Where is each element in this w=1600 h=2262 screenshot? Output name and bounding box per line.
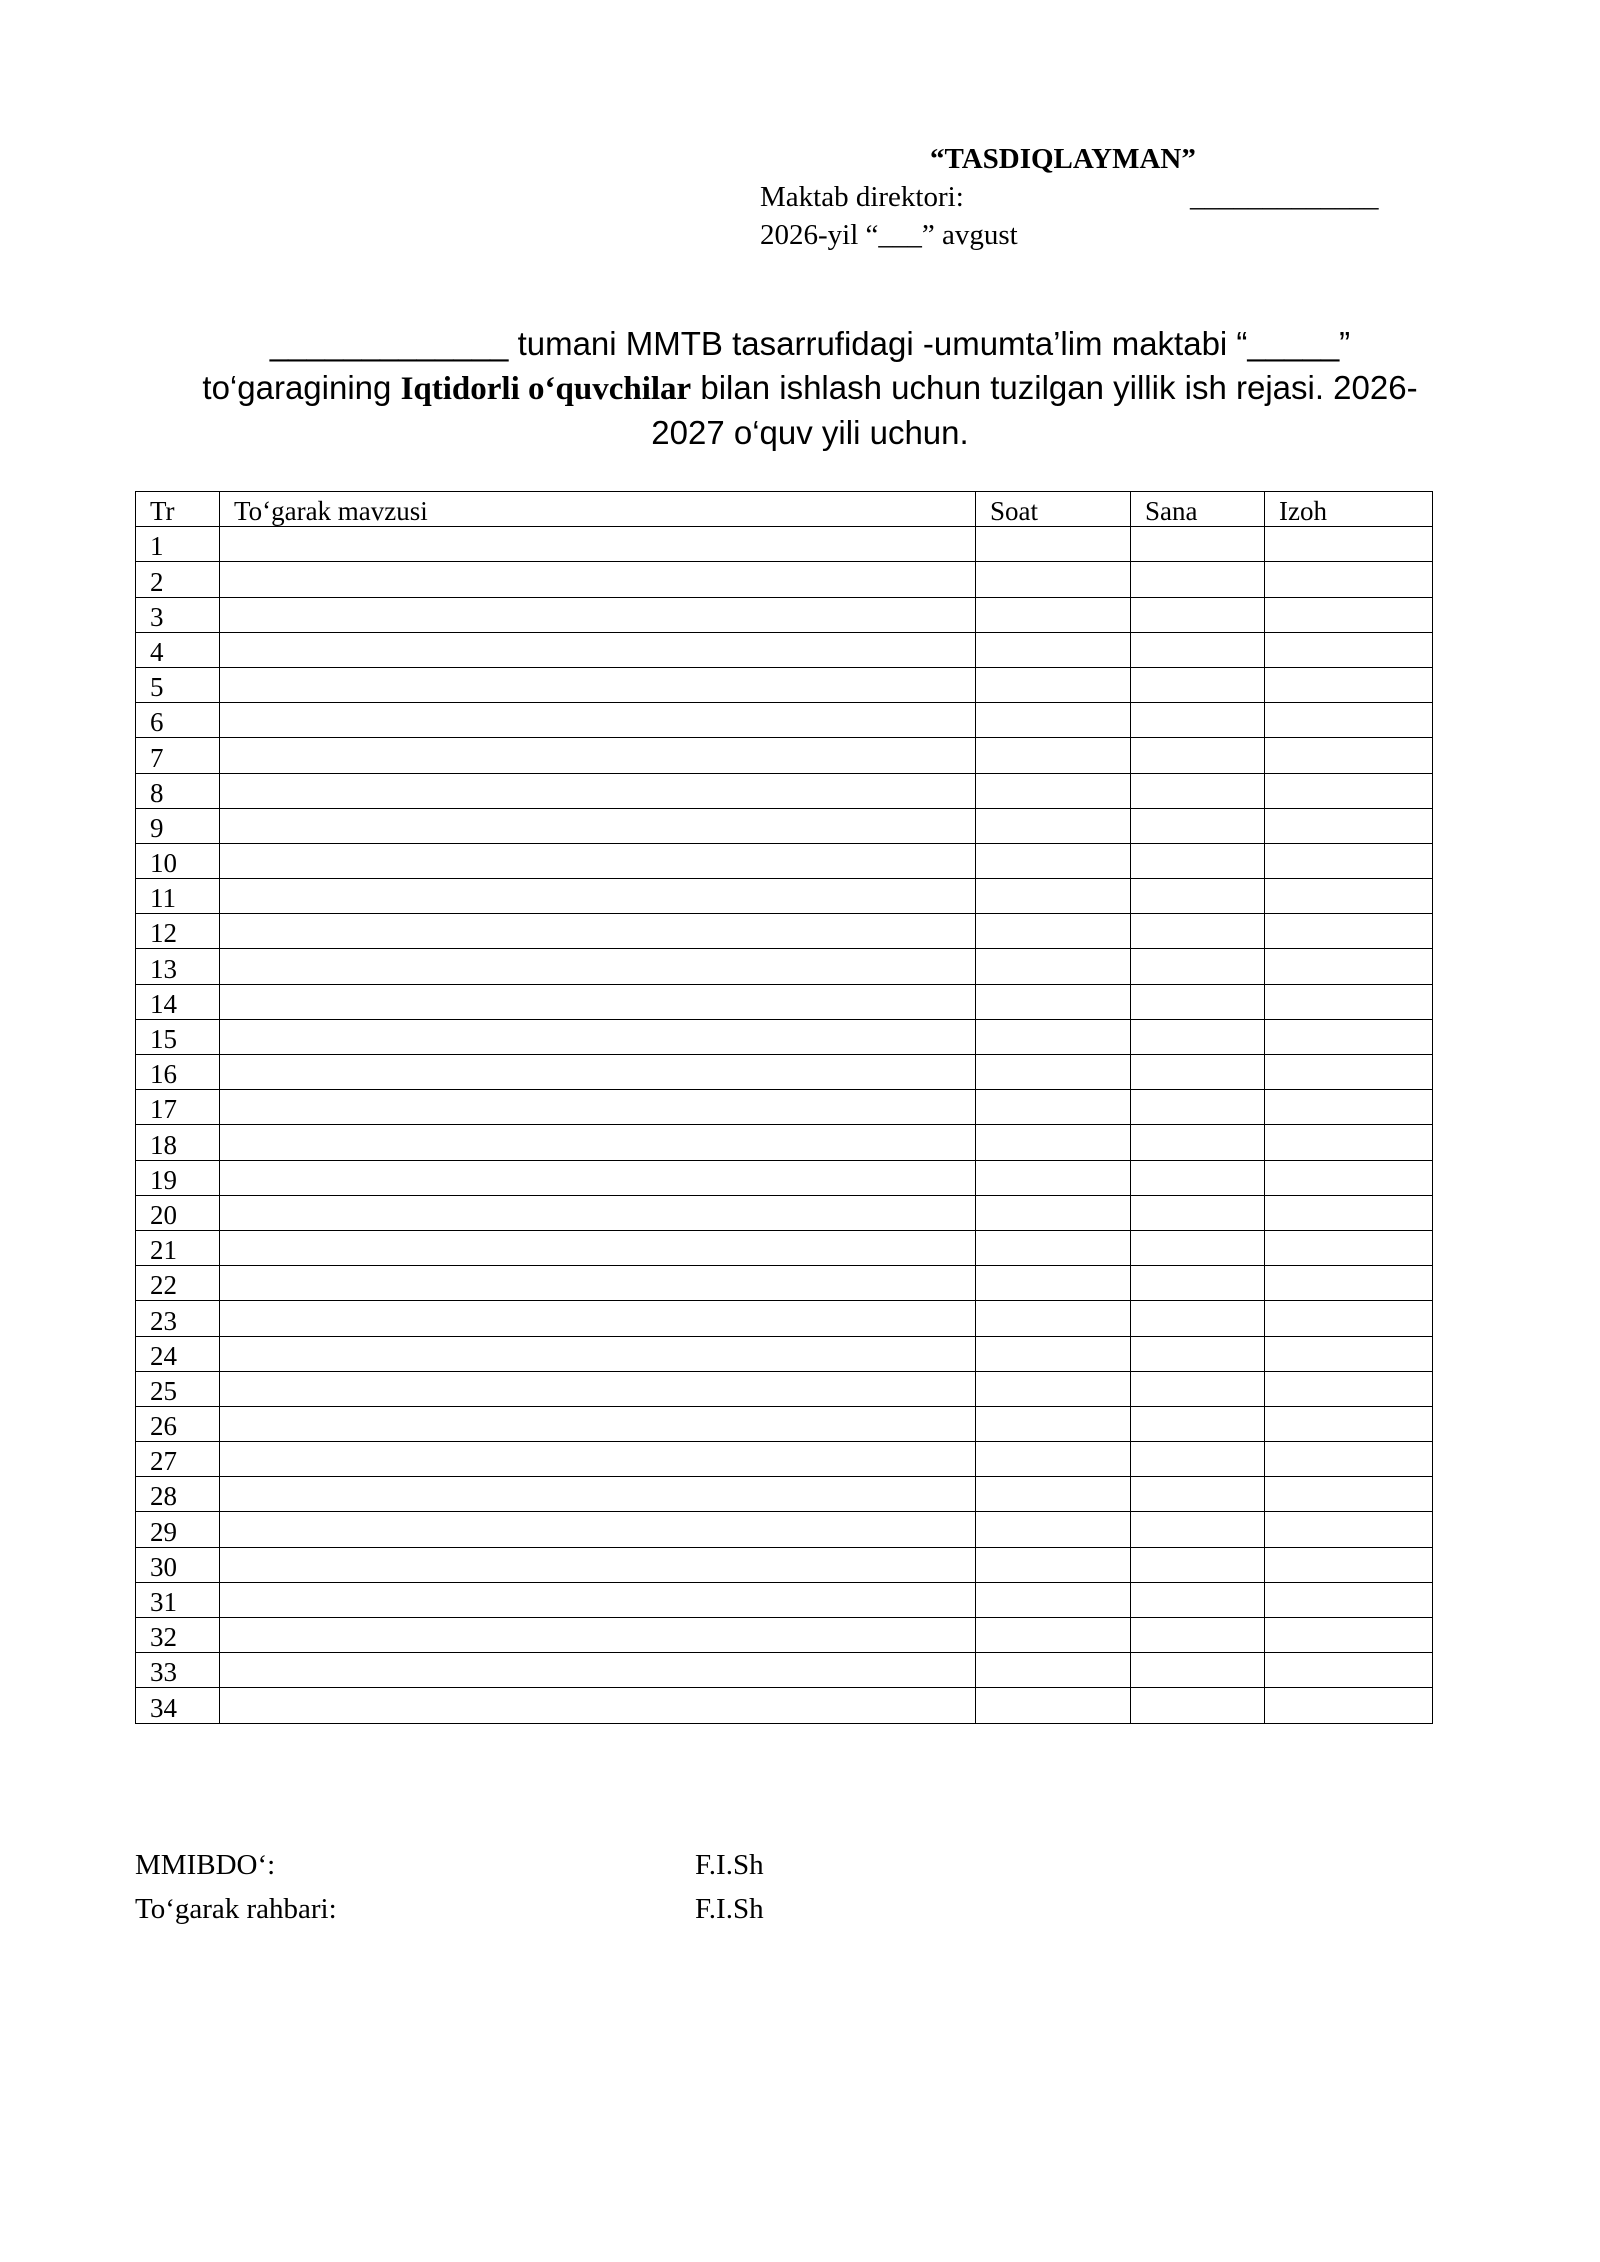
- hours-cell[interactable]: [976, 597, 1131, 632]
- table-row: [136, 562, 1433, 597]
- date-cell[interactable]: [1131, 1477, 1265, 1512]
- hours-cell[interactable]: [976, 1090, 1131, 1125]
- hours-cell[interactable]: [976, 1195, 1131, 1230]
- row-number-cell: 32: [136, 1618, 220, 1653]
- note-cell[interactable]: [1265, 703, 1433, 738]
- topic-cell[interactable]: [220, 667, 976, 702]
- hours-cell[interactable]: [976, 1477, 1131, 1512]
- hours-cell[interactable]: [976, 1336, 1131, 1371]
- hours-cell[interactable]: [976, 1618, 1131, 1653]
- note-cell[interactable]: [1265, 1582, 1433, 1617]
- topic-cell[interactable]: [220, 1406, 976, 1441]
- row-number-cell: 24: [136, 1336, 220, 1371]
- table-row: [136, 879, 1433, 914]
- row-number-cell: 34: [136, 1688, 220, 1723]
- row-number-cell: 8: [136, 773, 220, 808]
- hours-cell[interactable]: [976, 527, 1131, 562]
- table-row: [136, 1055, 1433, 1090]
- date-cell[interactable]: [1131, 1653, 1265, 1688]
- table-row: [136, 1442, 1433, 1477]
- row-number-cell: 21: [136, 1230, 220, 1265]
- table-row: [136, 1230, 1433, 1265]
- note-cell[interactable]: [1265, 1512, 1433, 1547]
- row-number-cell: 2: [136, 562, 220, 597]
- note-cell[interactable]: [1265, 1406, 1433, 1441]
- topic-cell[interactable]: [220, 1019, 976, 1054]
- approval-block: [760, 140, 1400, 254]
- hours-cell[interactable]: [976, 738, 1131, 773]
- heading-line-2-before: to‘garagining: [202, 369, 401, 406]
- date-cell[interactable]: [1131, 1547, 1265, 1582]
- row-number-cell: 14: [136, 984, 220, 1019]
- signature-line-mmibdo: [135, 1843, 1035, 1887]
- note-cell[interactable]: [1265, 562, 1433, 597]
- row-number-cell: 19: [136, 1160, 220, 1195]
- row-number-cell: 31: [136, 1582, 220, 1617]
- row-number-cell: 4: [136, 632, 220, 667]
- topic-cell[interactable]: [220, 1266, 976, 1301]
- row-number-cell: 26: [136, 1406, 220, 1441]
- topic-cell[interactable]: [220, 527, 976, 562]
- topic-cell[interactable]: [220, 1301, 976, 1336]
- note-cell[interactable]: [1265, 667, 1433, 702]
- row-number-cell: 29: [136, 1512, 220, 1547]
- topic-cell[interactable]: [220, 773, 976, 808]
- table-row: [136, 1019, 1433, 1054]
- table-row: [136, 949, 1433, 984]
- hours-cell[interactable]: [976, 1406, 1131, 1441]
- director-signature-blank: _____________: [1190, 181, 1379, 213]
- signature-name: F.I.Sh: [695, 1893, 764, 1925]
- topic-cell[interactable]: [220, 843, 976, 878]
- hours-cell[interactable]: [976, 1160, 1131, 1195]
- date-cell[interactable]: [1131, 808, 1265, 843]
- row-number-cell: 1: [136, 527, 220, 562]
- table-row: [136, 527, 1433, 562]
- topic-cell[interactable]: [220, 808, 976, 843]
- topic-cell[interactable]: [220, 1512, 976, 1547]
- hours-cell[interactable]: [976, 1442, 1131, 1477]
- topic-cell[interactable]: [220, 562, 976, 597]
- topic-cell[interactable]: [220, 703, 976, 738]
- table-row: [136, 1090, 1433, 1125]
- row-number-cell: 25: [136, 1371, 220, 1406]
- table-row: [136, 1512, 1433, 1547]
- hours-cell[interactable]: [976, 562, 1131, 597]
- approval-date: 2026-yil “___” avgust: [760, 219, 1018, 251]
- signature-role: To‘garak rahbari:: [135, 1893, 337, 1925]
- row-number-cell: 23: [136, 1301, 220, 1336]
- note-cell[interactable]: [1265, 1688, 1433, 1723]
- table-row: [136, 1688, 1433, 1723]
- topic-cell[interactable]: [220, 597, 976, 632]
- note-cell[interactable]: [1265, 738, 1433, 773]
- heading-line-1: _____________ tumani MMTB tasarrufidagi -umumta’lim maktabi “_____”: [269, 325, 1351, 362]
- table-row: [136, 1336, 1433, 1371]
- row-number-cell: 6: [136, 703, 220, 738]
- header-hours: Soat: [976, 492, 1131, 527]
- row-number-cell: 11: [136, 879, 220, 914]
- date-cell[interactable]: [1131, 738, 1265, 773]
- hours-cell[interactable]: [976, 1019, 1131, 1054]
- table-row: [136, 843, 1433, 878]
- table-row: [136, 667, 1433, 702]
- hours-cell[interactable]: [976, 879, 1131, 914]
- date-cell[interactable]: [1131, 1090, 1265, 1125]
- table-row: [136, 1195, 1433, 1230]
- note-cell[interactable]: [1265, 1160, 1433, 1195]
- hours-cell[interactable]: [976, 1055, 1131, 1090]
- date-cell[interactable]: [1131, 1125, 1265, 1160]
- row-number-cell: 33: [136, 1653, 220, 1688]
- topic-cell[interactable]: [220, 949, 976, 984]
- date-cell[interactable]: [1131, 914, 1265, 949]
- row-number-cell: 17: [136, 1090, 220, 1125]
- date-cell[interactable]: [1131, 1512, 1265, 1547]
- hours-cell[interactable]: [976, 1371, 1131, 1406]
- note-cell[interactable]: [1265, 1442, 1433, 1477]
- date-cell[interactable]: [1131, 1618, 1265, 1653]
- date-cell[interactable]: [1131, 949, 1265, 984]
- table-row: [136, 773, 1433, 808]
- date-cell[interactable]: [1131, 1019, 1265, 1054]
- hours-cell[interactable]: [976, 1582, 1131, 1617]
- note-cell[interactable]: [1265, 527, 1433, 562]
- topic-cell[interactable]: [220, 879, 976, 914]
- topic-cell[interactable]: [220, 984, 976, 1019]
- director-row: [760, 178, 1400, 216]
- hours-cell[interactable]: [976, 667, 1131, 702]
- topic-cell[interactable]: [220, 1055, 976, 1090]
- date-cell[interactable]: [1131, 773, 1265, 808]
- table-body: [136, 527, 1433, 1723]
- hours-cell[interactable]: [976, 1512, 1131, 1547]
- note-cell[interactable]: [1265, 1055, 1433, 1090]
- note-cell[interactable]: [1265, 1547, 1433, 1582]
- date-cell[interactable]: [1131, 562, 1265, 597]
- date-cell[interactable]: [1131, 1582, 1265, 1617]
- row-number-cell: 5: [136, 667, 220, 702]
- heading-line-2: [140, 366, 1480, 411]
- header-date: Sana: [1131, 492, 1265, 527]
- heading-bold-topic: Iqtidorli o‘quvchilar: [400, 371, 692, 407]
- header-note: Izoh: [1265, 492, 1433, 527]
- date-cell[interactable]: [1131, 632, 1265, 667]
- row-number-cell: 9: [136, 808, 220, 843]
- topic-cell[interactable]: [220, 1090, 976, 1125]
- note-cell[interactable]: [1265, 1090, 1433, 1125]
- topic-cell[interactable]: [220, 1125, 976, 1160]
- topic-cell[interactable]: [220, 1442, 976, 1477]
- plan-table: [135, 491, 1433, 1724]
- date-cell[interactable]: [1131, 1195, 1265, 1230]
- table-header-row: [136, 492, 1433, 527]
- note-cell[interactable]: [1265, 632, 1433, 667]
- hours-cell[interactable]: [976, 1688, 1131, 1723]
- date-cell[interactable]: [1131, 1301, 1265, 1336]
- table-row: [136, 597, 1433, 632]
- hours-cell[interactable]: [976, 632, 1131, 667]
- row-number-cell: 22: [136, 1266, 220, 1301]
- topic-cell[interactable]: [220, 1336, 976, 1371]
- date-cell[interactable]: [1131, 1688, 1265, 1723]
- table-row: [136, 1547, 1433, 1582]
- date-cell[interactable]: [1131, 527, 1265, 562]
- date-cell[interactable]: [1131, 1371, 1265, 1406]
- note-cell[interactable]: [1265, 773, 1433, 808]
- date-cell[interactable]: [1131, 1160, 1265, 1195]
- note-cell[interactable]: [1265, 808, 1433, 843]
- topic-cell[interactable]: [220, 1653, 976, 1688]
- row-number-cell: 27: [136, 1442, 220, 1477]
- header-tr: Tr: [136, 492, 220, 527]
- heading-line-2-after: bilan ishlash uchun tuzilgan yillik ish rejasi. 2026-: [691, 369, 1418, 406]
- table-row: [136, 1618, 1433, 1653]
- note-cell[interactable]: [1265, 1618, 1433, 1653]
- note-cell[interactable]: [1265, 1125, 1433, 1160]
- table-row: [136, 1160, 1433, 1195]
- table-row: [136, 703, 1433, 738]
- date-cell[interactable]: [1131, 879, 1265, 914]
- date-cell[interactable]: [1131, 1230, 1265, 1265]
- date-cell[interactable]: [1131, 1336, 1265, 1371]
- hours-cell[interactable]: [976, 1653, 1131, 1688]
- table-row: [136, 1301, 1433, 1336]
- date-cell[interactable]: [1131, 1055, 1265, 1090]
- table-row: [136, 1371, 1433, 1406]
- approval-title: “TASDIQLAYMAN”: [930, 143, 1196, 175]
- hours-cell[interactable]: [976, 1547, 1131, 1582]
- hours-cell[interactable]: [976, 914, 1131, 949]
- row-number-cell: 13: [136, 949, 220, 984]
- row-number-cell: 30: [136, 1547, 220, 1582]
- topic-cell[interactable]: [220, 1160, 976, 1195]
- table-row: [136, 632, 1433, 667]
- row-number-cell: 3: [136, 597, 220, 632]
- row-number-cell: 20: [136, 1195, 220, 1230]
- hours-cell[interactable]: [976, 1230, 1131, 1265]
- document-heading: [140, 322, 1480, 455]
- hours-cell[interactable]: [976, 1266, 1131, 1301]
- row-number-cell: 10: [136, 843, 220, 878]
- table-row: [136, 984, 1433, 1019]
- date-cell[interactable]: [1131, 984, 1265, 1019]
- topic-cell[interactable]: [220, 1195, 976, 1230]
- note-cell[interactable]: [1265, 914, 1433, 949]
- date-cell[interactable]: [1131, 1442, 1265, 1477]
- date-cell[interactable]: [1131, 1406, 1265, 1441]
- signature-name: F.I.Sh: [695, 1849, 764, 1881]
- topic-cell[interactable]: [220, 632, 976, 667]
- table-row: [136, 1653, 1433, 1688]
- row-number-cell: 15: [136, 1019, 220, 1054]
- note-cell[interactable]: [1265, 949, 1433, 984]
- director-label: Maktab direktori:: [760, 181, 964, 213]
- topic-cell[interactable]: [220, 1230, 976, 1265]
- hours-cell[interactable]: [976, 808, 1131, 843]
- table-row: [136, 1582, 1433, 1617]
- row-number-cell: 12: [136, 914, 220, 949]
- signature-line-leader: [135, 1887, 1035, 1931]
- topic-cell[interactable]: [220, 1547, 976, 1582]
- topic-cell[interactable]: [220, 1477, 976, 1512]
- header-topic: To‘garak mavzusi: [220, 492, 976, 527]
- note-cell[interactable]: [1265, 1653, 1433, 1688]
- note-cell[interactable]: [1265, 1019, 1433, 1054]
- topic-cell[interactable]: [220, 738, 976, 773]
- date-cell[interactable]: [1131, 703, 1265, 738]
- topic-cell[interactable]: [220, 1688, 976, 1723]
- note-cell[interactable]: [1265, 1336, 1433, 1371]
- topic-cell[interactable]: [220, 1582, 976, 1617]
- table-row: [136, 914, 1433, 949]
- note-cell[interactable]: [1265, 1371, 1433, 1406]
- hours-cell[interactable]: [976, 949, 1131, 984]
- note-cell[interactable]: [1265, 984, 1433, 1019]
- date-cell[interactable]: [1131, 843, 1265, 878]
- date-cell[interactable]: [1131, 1266, 1265, 1301]
- note-cell[interactable]: [1265, 1477, 1433, 1512]
- row-number-cell: 16: [136, 1055, 220, 1090]
- row-number-cell: 7: [136, 738, 220, 773]
- date-cell[interactable]: [1131, 597, 1265, 632]
- topic-cell[interactable]: [220, 914, 976, 949]
- note-cell[interactable]: [1265, 879, 1433, 914]
- hours-cell[interactable]: [976, 1301, 1131, 1336]
- topic-cell[interactable]: [220, 1618, 976, 1653]
- row-number-cell: 18: [136, 1125, 220, 1160]
- table-row: [136, 1477, 1433, 1512]
- signature-block: [135, 1843, 1035, 1931]
- topic-cell[interactable]: [220, 1371, 976, 1406]
- table-row: [136, 1406, 1433, 1441]
- note-cell[interactable]: [1265, 843, 1433, 878]
- signature-role: MMIBDO‘:: [135, 1849, 276, 1881]
- hours-cell[interactable]: [976, 703, 1131, 738]
- row-number-cell: 28: [136, 1477, 220, 1512]
- note-cell[interactable]: [1265, 1266, 1433, 1301]
- hours-cell[interactable]: [976, 1125, 1131, 1160]
- table-row: [136, 738, 1433, 773]
- table-row: [136, 1266, 1433, 1301]
- note-cell[interactable]: [1265, 1195, 1433, 1230]
- table-row: [136, 808, 1433, 843]
- heading-line-3: 2027 o‘quv yili uchun.: [651, 414, 969, 451]
- hours-cell[interactable]: [976, 984, 1131, 1019]
- note-cell[interactable]: [1265, 1230, 1433, 1265]
- note-cell[interactable]: [1265, 597, 1433, 632]
- note-cell[interactable]: [1265, 1301, 1433, 1336]
- date-cell[interactable]: [1131, 667, 1265, 702]
- table-row: [136, 1125, 1433, 1160]
- hours-cell[interactable]: [976, 843, 1131, 878]
- hours-cell[interactable]: [976, 773, 1131, 808]
